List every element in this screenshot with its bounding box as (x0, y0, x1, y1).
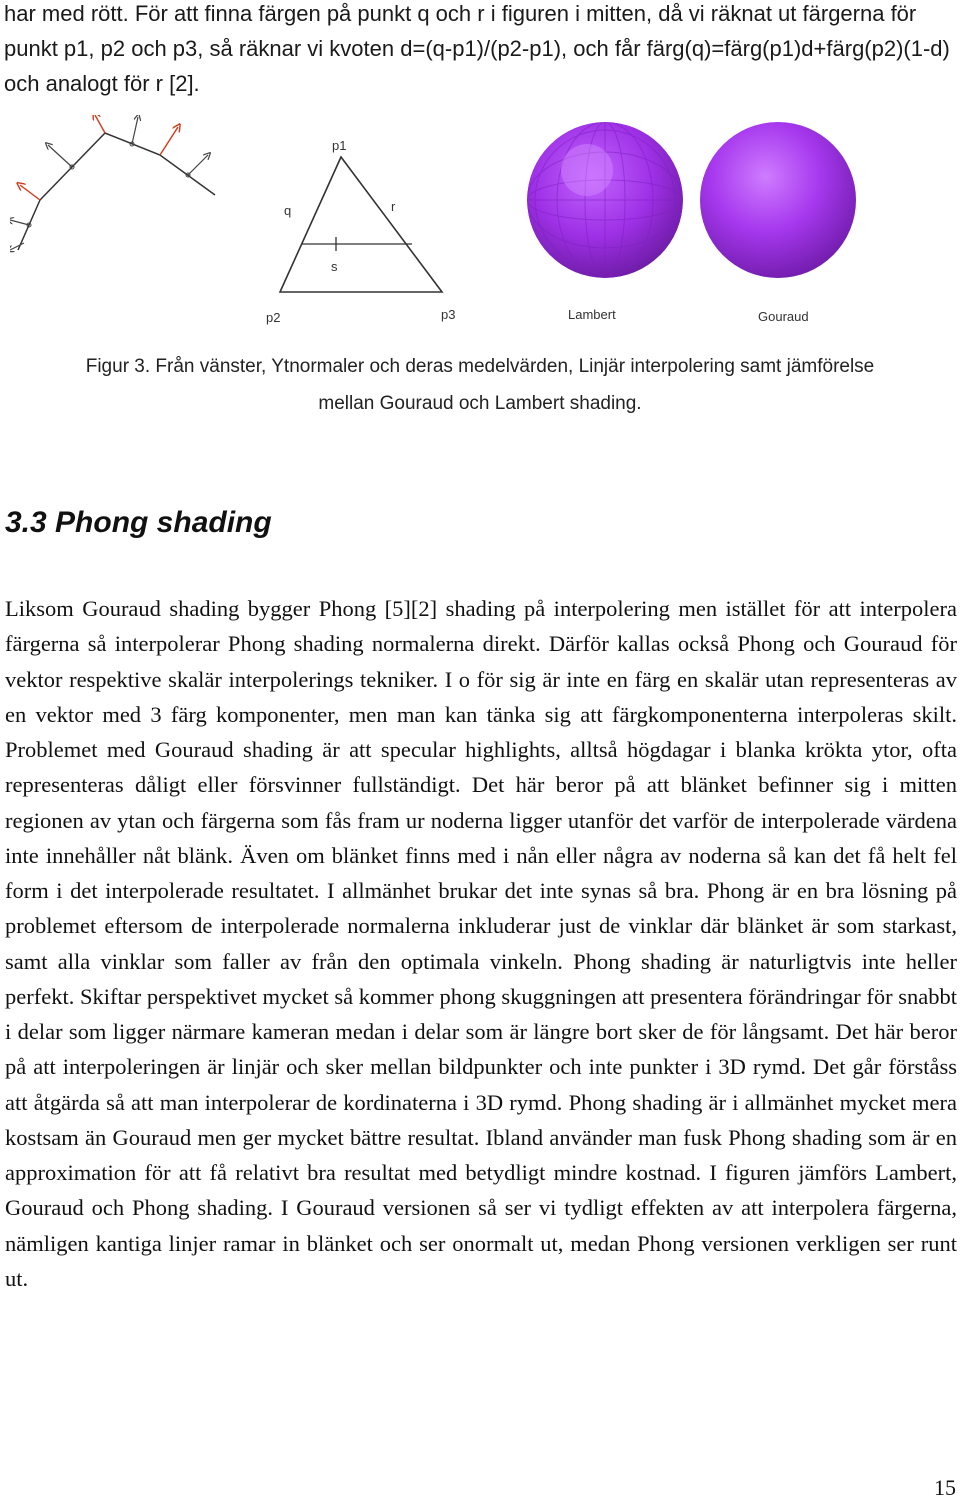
label-gouraud: Gouraud (758, 309, 809, 324)
face-normal (132, 117, 138, 144)
face-normal (10, 220, 29, 225)
surface-curve (18, 133, 215, 250)
sphere-comparison (525, 110, 865, 325)
label-p3: p3 (441, 307, 456, 322)
gouraud-sphere (700, 122, 856, 278)
surface-normals-diagram (10, 115, 250, 265)
page-number: 15 (934, 1475, 956, 1500)
label-lambert: Lambert (568, 307, 616, 322)
caption-line-2: mellan Gouraud och Lambert shading. (318, 393, 642, 414)
figure-3 (0, 110, 960, 330)
intro-paragraph: har med rött. För att finna färgen på punkt q och r i figuren i mitten, då vi räknat ut färgerna för punkt p1, p2 och p3, så räknar vi kvoten d=(q-p1)/(p2-p1), och får färg(q)=färg(p1)d+färg(p2)(1-d) och analogt för r [2]. (4, 1, 950, 96)
triangle (280, 157, 442, 292)
averaged-normal (160, 127, 178, 155)
caption-line-1: Figur 3. Från vänster, Ytnormaler och deras medelvärden, Linjär interpolering samt jämförelse (85, 356, 875, 377)
figure-caption (0, 348, 960, 422)
lambert-sphere (527, 122, 683, 278)
face-normal (188, 155, 208, 175)
label-q: q (284, 203, 292, 218)
label-p1: p1 (332, 138, 347, 153)
averaged-normal (95, 115, 105, 133)
label-p2: p2 (266, 310, 281, 325)
section-heading: 3.3 Phong shading (5, 506, 272, 539)
section-body: Liksom Gouraud shading bygger Phong [5][2] shading på interpolering men istället för att interpolera färgerna så interpolerar Phong shading normalerna direkt. Därför kallas också Phong och Gouraud för vektor respektive skalär interpolerings tekniker. I o för sig är inte en färg en skalär utan representeras av en vektor med 3 färg komponenter, men man kan tänka sig att färgkomponenterna interpoleras skilt. Problemet med Gouraud shading är att specular highlights, alltså högdagar i blanka krökta ytor, ofta representeras dåligt eller försvinner fullständigt. Det här beror på att blänket befinner sig i mitten regionen av ytan och färgerna som fås fram ur noderna ligger utanför det varför de interpolerade värdena inte innehåller nåt blänk. Även om blänket finns med i nån eller några av noderna så kan det få helt fel form i det interpolerade resultatet. I allmänhet brukar det inte synas så bra. Phong är en bra lösning på problemet eftersom de interpolerade normalerna inkluderar just de vinklar där blänket är som starkast, samt alla vinklar som faller av från den optimala vinkeln. Phong shading är naturligtvis inte heller perfekt. Skiftar perspektivet mycket så kommer phong skuggningen att presentera förändringar för snabbt i delar som ligger närmare kameran medan i delar som är längre bort sker de för långsamt. Det här beror på att interpoleringen är linjär och sker mellan bildpunkter och inte punkter i 3D rymd. Det går förståss att åtgärda så att man interpolerar de kordinaterna i 3D rymd. Phong shading är i allmänhet mycket mera kostsam än Gouraud men ger mycket bättre resultat. Ibland använder man fusk Phong shading som är en approximation för att få relativt bra resultat med betydligt mindre kostnad. I figuren jämförs Lambert, Gouraud och Phong shading. I Gouraud versionen så ser vi tydligt effekten av att interpolera färgerna, nämligen kantiga linjer ramar in blänket och ser onormalt ut, medan Phong versionen verkligen ser runt ut. (5, 596, 957, 1291)
face-normal (10, 243, 24, 250)
label-s: s (331, 259, 338, 274)
triangle-interpolation-diagram (262, 135, 472, 335)
averaged-normal (20, 185, 40, 200)
label-r: r (391, 199, 396, 214)
face-normal (48, 145, 72, 167)
